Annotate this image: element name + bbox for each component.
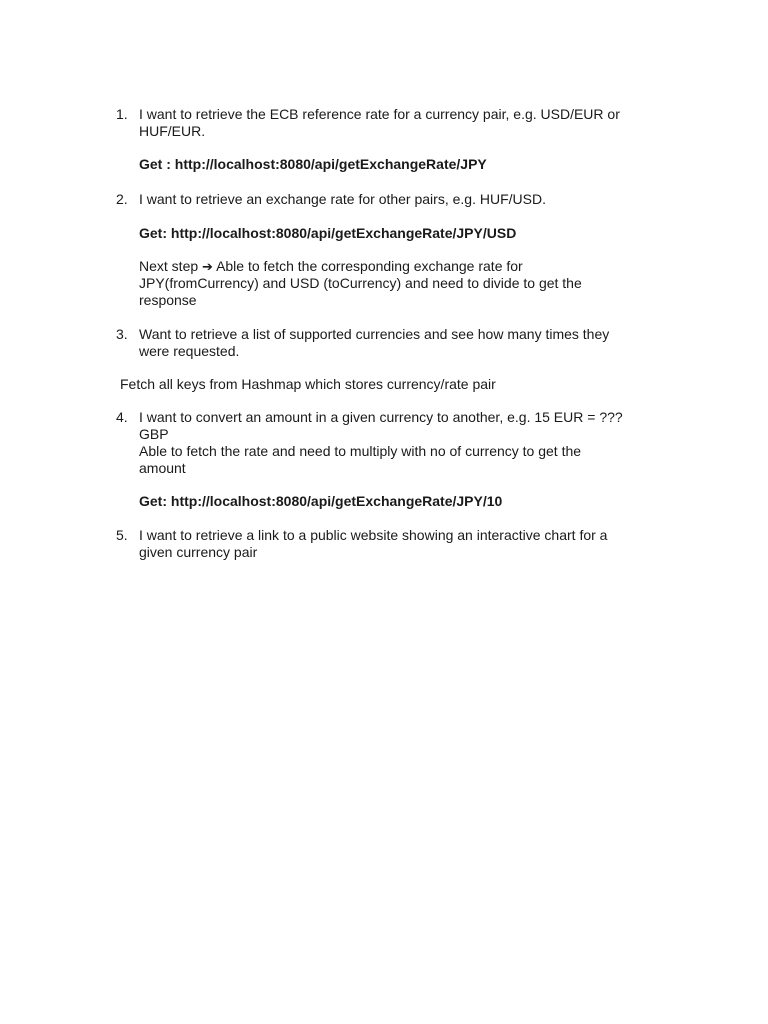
- next-step-text-line: response: [139, 292, 197, 308]
- right-arrow-icon: ➔: [202, 260, 213, 275]
- item-text-line: GBP: [139, 426, 169, 442]
- list-number: 5.: [116, 527, 128, 543]
- item-text-line: I want to retrieve an exchange rate for other pairs, e.g. HUF/USD.: [139, 191, 546, 207]
- endpoint-get-jpy-10: Get: http://localhost:8080/api/getExchangeRate/JPY/10: [139, 493, 503, 509]
- endpoint-get-jpy-usd: Get: http://localhost:8080/api/getExchangeRate/JPY/USD: [139, 225, 517, 241]
- list-number: 1.: [116, 106, 128, 122]
- next-step-note: [139, 258, 523, 276]
- item-text-line: were requested.: [139, 343, 240, 359]
- list-number: 2.: [116, 191, 128, 207]
- item-text-line: I want to convert an amount in a given currency to another, e.g. 15 EUR = ???: [139, 409, 623, 425]
- item-text-line: I want to retrieve a link to a public website showing an interactive chart for a: [139, 527, 608, 543]
- item-text-line: HUF/EUR.: [139, 123, 206, 139]
- next-step-text: Able to fetch the corresponding exchange rate for: [216, 258, 523, 274]
- list-item-5: [116, 527, 684, 561]
- item-text-line: Able to fetch the rate and need to multiply with no of currency to get the: [139, 443, 582, 459]
- item-text-line: I want to retrieve the ECB reference rate for a currency pair, e.g. USD/EUR or: [139, 106, 620, 122]
- item-text-line: given currency pair: [139, 544, 258, 560]
- list-item-4: [116, 409, 684, 477]
- list-item-3: [116, 326, 684, 360]
- list-number: 4.: [116, 409, 128, 425]
- item-text-line: Want to retrieve a list of supported currencies and see how many times they: [139, 326, 610, 342]
- item-text-line: amount: [139, 460, 186, 476]
- next-step-label: Next step: [139, 258, 199, 274]
- endpoint-get-jpy: Get : http://localhost:8080/api/getExchangeRate/JPY: [139, 156, 487, 172]
- list-item-2: [116, 191, 684, 208]
- list-number: 3.: [116, 326, 128, 342]
- hashmap-note: Fetch all keys from Hashmap which stores currency/rate pair: [120, 376, 496, 392]
- list-item-1: [116, 106, 684, 140]
- next-step-text-line: JPY(fromCurrency) and USD (toCurrency) and need to divide to get the: [139, 275, 582, 291]
